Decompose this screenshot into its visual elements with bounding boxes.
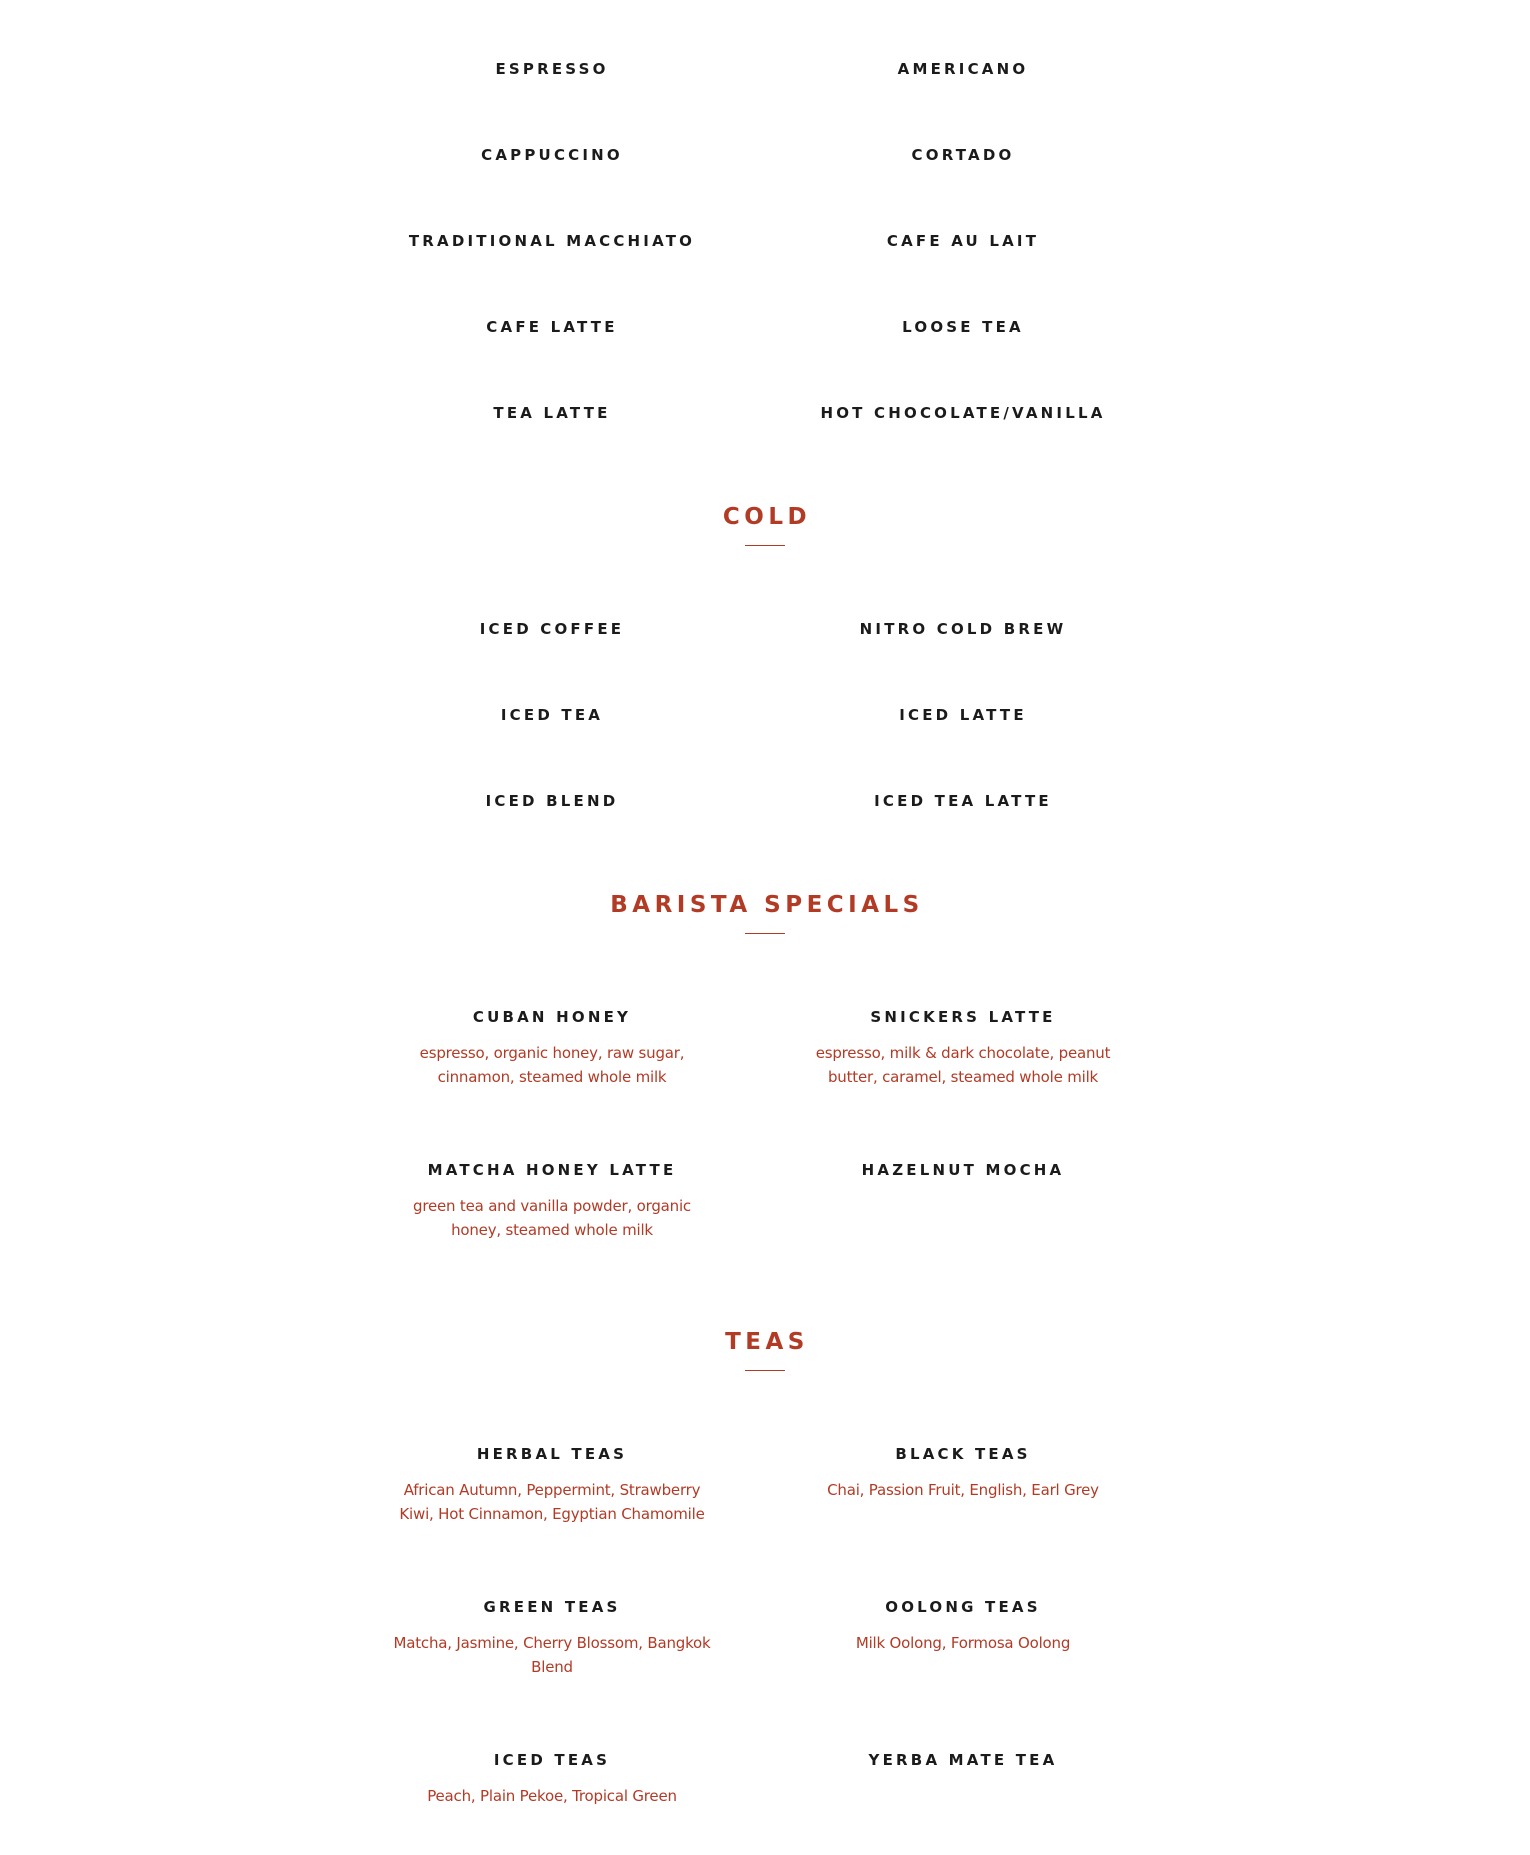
item-description: African Autumn, Peppermint, Strawberry Kiwi, Hot Cinnamon, Egyptian Chamomile (399, 1481, 705, 1523)
item-name: CAFE LATTE (486, 318, 618, 336)
item-name: BLACK TEAS (895, 1445, 1031, 1463)
menu-item-traditional-macchiato (382, 231, 722, 251)
menu-item-cortado (793, 145, 1133, 165)
item-name: ICED TEAS (493, 1751, 611, 1769)
menu-item-cappuccino (382, 145, 722, 165)
item-name: ICED BLEND (485, 792, 619, 810)
menu-item-iced-blend (382, 791, 722, 811)
item-description: espresso, milk & dark chocolate, peanut butter, caramel, steamed whole milk (815, 1044, 1111, 1086)
menu-item-matcha-honey-latte (382, 1160, 722, 1242)
menu-item-cafe-latte (382, 317, 722, 337)
item-name: LOOSE TEA (902, 318, 1024, 336)
item-name: MATCHA HONEY LATTE (427, 1161, 677, 1179)
item-name: HERBAL TEAS (476, 1445, 628, 1463)
item-name: CAFE AU LAIT (886, 232, 1040, 250)
item-description: Chai, Passion Fruit, English, Earl Grey (827, 1481, 1099, 1499)
menu-item-hazelnut-mocha (793, 1160, 1133, 1180)
menu-item-tea-latte (382, 403, 722, 423)
menu-item-black-teas (793, 1444, 1133, 1502)
menu-item-hot-chocolate-vanilla (793, 403, 1133, 423)
menu-item-iced-tea-latte (793, 791, 1133, 811)
item-description: espresso, organic honey, raw sugar, cinnamon, steamed whole milk (419, 1044, 685, 1086)
item-name: TEA LATTE (493, 404, 611, 422)
menu-item-espresso (382, 59, 722, 79)
menu-item-oolong-teas (793, 1597, 1133, 1655)
item-name: ICED TEA LATTE (874, 792, 1052, 810)
item-description: Matcha, Jasmine, Cherry Blossom, Bangkok Blend (393, 1634, 711, 1676)
item-name: ICED TEA (500, 706, 604, 724)
item-name: HOT CHOCOLATE/VANILLA (820, 404, 1106, 422)
item-name: GREEN TEAS (483, 1598, 621, 1616)
menu-item-iced-coffee (382, 619, 722, 639)
item-name: SNICKERS LATTE (870, 1008, 1056, 1026)
item-description: Peach, Plain Pekoe, Tropical Green (427, 1787, 677, 1805)
item-name: CUBAN HONEY (472, 1008, 632, 1026)
section-title-cold: COLD (722, 504, 812, 530)
item-name: TRADITIONAL MACCHIATO (408, 232, 696, 250)
menu-item-nitro-cold-brew (793, 619, 1133, 639)
menu-item-cafe-au-lait (793, 231, 1133, 251)
item-name: AMERICANO (897, 60, 1029, 78)
item-description: green tea and vanilla powder, organic honey, steamed whole milk (413, 1197, 691, 1239)
item-name: NITRO COLD BREW (859, 620, 1067, 638)
menu-item-iced-tea (382, 705, 722, 725)
section-title-barista-specials: BARISTA SPECIALS (610, 892, 924, 918)
item-name: OOLONG TEAS (885, 1598, 1041, 1616)
menu-item-iced-latte (793, 705, 1133, 725)
menu-item-snickers-latte (793, 1007, 1133, 1089)
item-description: Milk Oolong, Formosa Oolong (855, 1634, 1071, 1652)
menu-item-green-teas (382, 1597, 722, 1679)
item-name: YERBA MATE TEA (868, 1751, 1058, 1769)
section-divider (745, 1370, 785, 1371)
section-divider (745, 545, 785, 546)
menu-item-yerba-mate-tea (793, 1750, 1133, 1770)
item-name: HAZELNUT MOCHA (861, 1161, 1065, 1179)
section-divider (745, 933, 785, 934)
menu-item-cuban-honey (382, 1007, 722, 1089)
menu-item-herbal-teas (382, 1444, 722, 1526)
item-name: ESPRESSO (495, 60, 609, 78)
item-name: CAPPUCCINO (481, 146, 623, 164)
item-name: CORTADO (911, 146, 1015, 164)
menu-item-americano (793, 59, 1133, 79)
menu-item-loose-tea (793, 317, 1133, 337)
item-name: ICED LATTE (899, 706, 1027, 724)
menu-item-iced-teas (382, 1750, 722, 1808)
item-name: ICED COFFEE (479, 620, 625, 638)
section-title-teas: TEAS (725, 1329, 809, 1355)
